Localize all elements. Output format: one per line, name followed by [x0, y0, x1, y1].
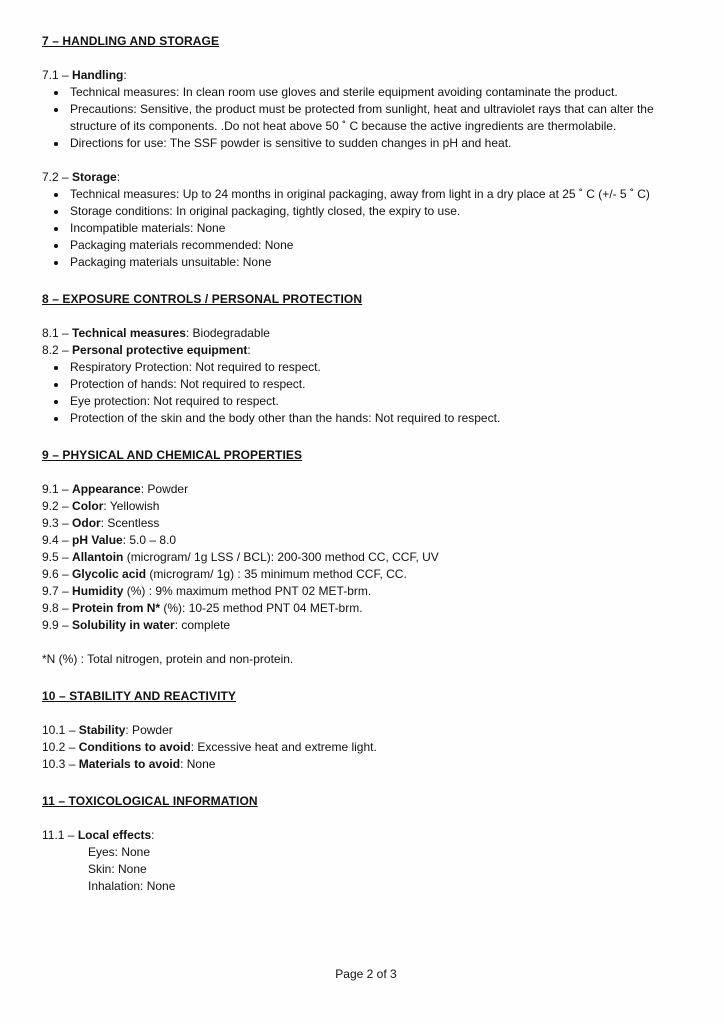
local-effects-inhalation: Inhalation: None [88, 879, 176, 893]
local-effects-eyes: Eyes: None [88, 845, 151, 859]
bullet-item: • Packaging materials recommended: None [68, 237, 690, 254]
local-effects-skin: Skin: None [88, 862, 147, 876]
line-10-1: 10.1 – Stability: Powder [42, 723, 173, 737]
section-heading: 11 – TOXICOLOGICAL INFORMATION [42, 794, 258, 808]
storage-bullets [42, 186, 690, 271]
line-9-4: 9.4 – pH Value: 5.0 – 8.0 [42, 533, 177, 547]
bullet-item: • Protection of hands: Not required to respect. [68, 376, 690, 393]
bullet-item: • Precautions: Sensitive, the product must be protected from sunlight, heat and ultraviolet rays that can alter the structure of its components. .Do not heat above 50 ˚ C because the active ingredients are thermolabile. [68, 101, 690, 135]
bullet-item: • Technical measures: In clean room use gloves and sterile equipment avoiding contaminate the product. [68, 84, 690, 101]
line-9-3: 9.3 – Odor: Scentless [42, 516, 160, 530]
section-7 [42, 33, 690, 271]
line-8-1: 8.1 – Technical measures: Biodegradable [42, 326, 270, 340]
line-11-1: 11.1 – Local effects: [42, 828, 155, 842]
blank-line [42, 152, 690, 169]
line-9-6: 9.6 – Glycolic acid (microgram/ 1g) : 35 minimum method CCF, CC. [42, 567, 407, 581]
bullet-item: • Storage conditions: In original packaging, tightly closed, the expiry to use. [68, 203, 690, 220]
line-9-7: 9.7 – Humidity (%) : 9% maximum method PNT 02 MET-brm. [42, 584, 372, 598]
section-heading: 10 – STABILITY AND REACTIVITY [42, 689, 237, 703]
section-heading: 9 – PHYSICAL AND CHEMICAL PROPERTIES [42, 448, 303, 462]
section-11 [42, 793, 690, 895]
protection-bullets [42, 359, 690, 427]
section-9 [42, 447, 690, 668]
bullet-item: • Respiratory Protection: Not required to respect. [68, 359, 690, 376]
line-9-2: 9.2 – Color: Yellowish [42, 499, 160, 513]
line-9-5: 9.5 – Allantoin (microgram/ 1g LSS / BCL): 200-300 method CC, CCF, UV [42, 550, 439, 564]
blank-line [42, 634, 690, 651]
section-heading: 7 – HANDLING AND STORAGE [42, 34, 220, 48]
bullet-item: • Incompatible materials: None [68, 220, 690, 237]
line-10-2: 10.2 – Conditions to avoid: Excessive heat and extreme light. [42, 740, 377, 754]
bullet-item: • Directions for use: The SSF powder is sensitive to sudden changes in pH and heat. [68, 135, 690, 152]
section-heading: 8 – EXPOSURE CONTROLS / PERSONAL PROTECTION [42, 292, 363, 306]
line-9-9: 9.9 – Solubility in water: complete [42, 618, 231, 632]
line-9-8: 9.8 – Protein from N* (%): 10-25 method PNT 04 MET-brm. [42, 601, 363, 615]
section-10 [42, 688, 690, 773]
document-body [42, 33, 690, 895]
line-9-1: 9.1 – Appearance: Powder [42, 482, 189, 496]
line-7-1: 7.1 – Handling: [42, 68, 127, 82]
bullet-item: • Protection of the skin and the body other than the hands: Not required to respect. [68, 410, 690, 427]
line-10-3: 10.3 – Materials to avoid: None [42, 757, 216, 771]
line-8-2: 8.2 – Personal protective equipment: [42, 343, 251, 357]
line-7-2: 7.2 – Storage: [42, 170, 121, 184]
bullet-item: • Technical measures: Up to 24 months in original packaging, away from light in a dry place at 25 ˚ C (+/- 5 ˚ C) [68, 186, 690, 203]
bullet-item: • Eye protection: Not required to respect. [68, 393, 690, 410]
section-8 [42, 291, 690, 427]
page-footer: Page 2 of 3 [335, 967, 397, 981]
nitrogen-note: *N (%) : Total nitrogen, protein and non-protein. [42, 652, 294, 666]
bullet-item: • Packaging materials unsuitable: None [68, 254, 690, 271]
handling-bullets [42, 84, 690, 152]
